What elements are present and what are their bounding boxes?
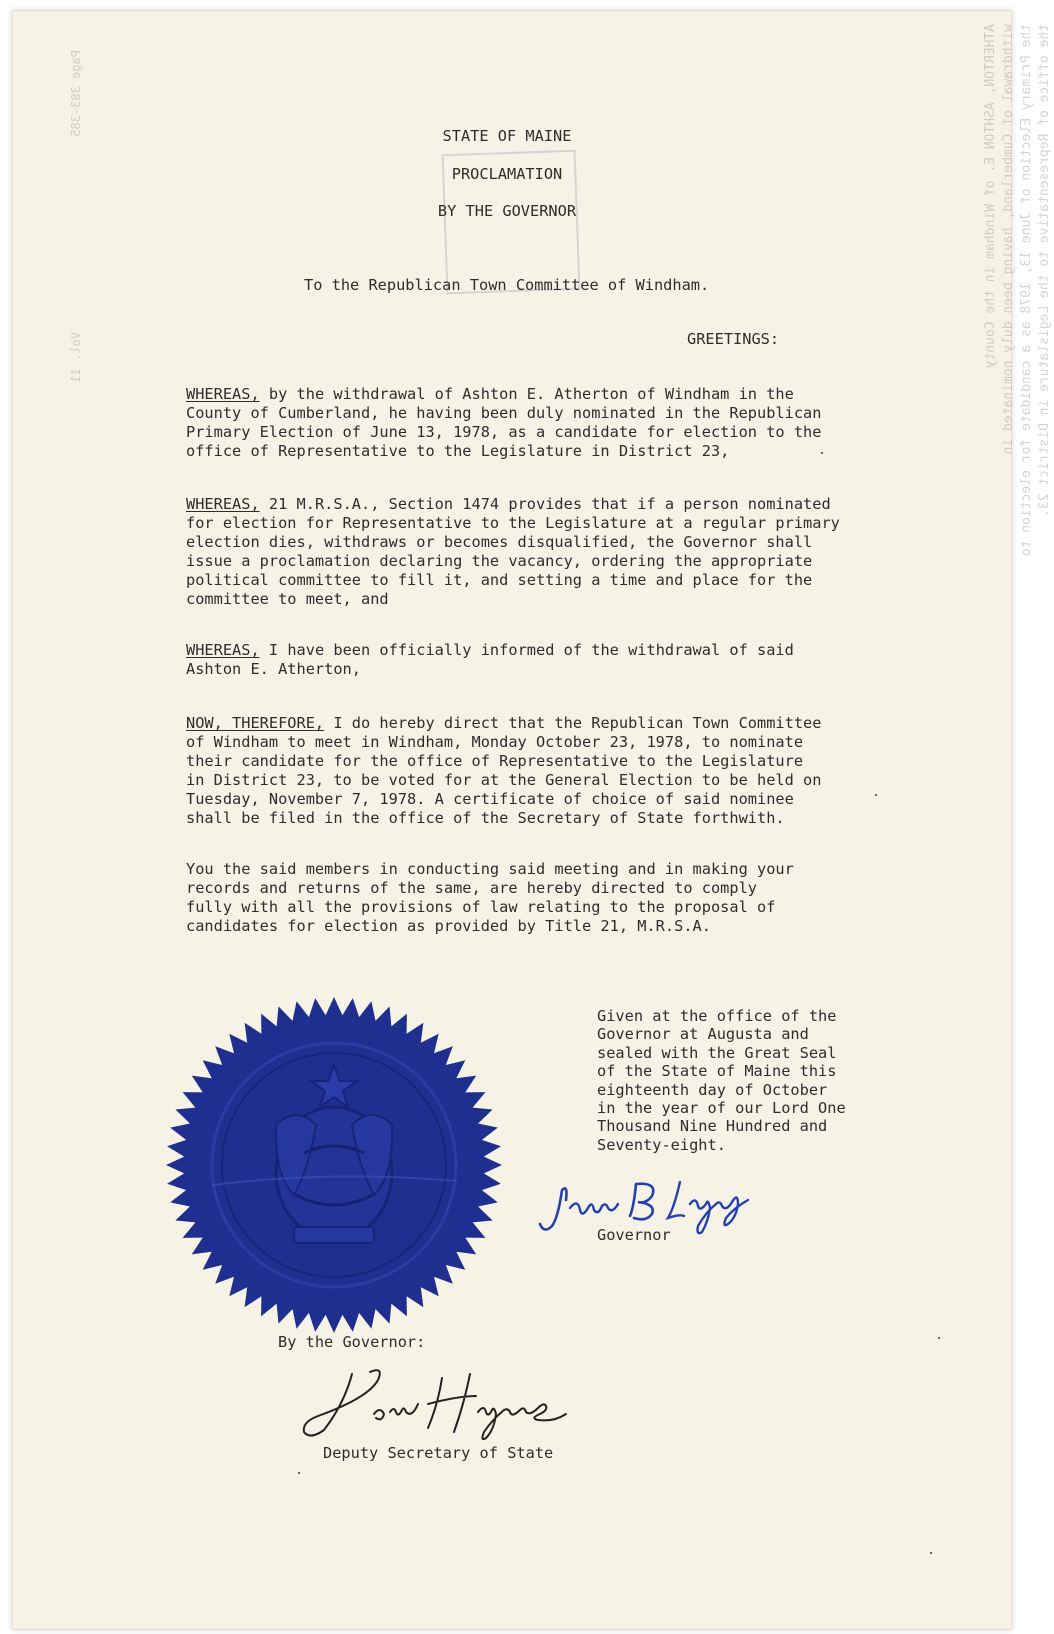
margin-page-text: Page 383-385: [69, 50, 83, 137]
paragraph-line: records and returns of the same, are hereby directed to comply: [186, 879, 757, 897]
given-line: in the year of our Lord One: [597, 1099, 846, 1118]
given-line: Thousand Nine Hundred and: [597, 1117, 828, 1136]
paper-speck: [298, 1472, 300, 1474]
header-issuer: BY THE GOVERNOR: [437, 202, 577, 220]
proclamation-page: [12, 10, 1052, 1630]
header-state: STATE OF MAINE: [442, 127, 572, 145]
given-line: Seventy-eight.: [597, 1135, 726, 1154]
show-through-line: ATHERTON, ASHTON E. of Windham in the County: [983, 24, 998, 369]
paragraph-line: I have been officially informed of the withdrawal of said: [268, 641, 794, 659]
paragraph-line: issue a proclamation declaring the vacancy, ordering the appropriate: [186, 552, 813, 570]
paragraph-line: office of Representative to the Legislature in District 23,: [186, 442, 730, 460]
paragraph-line: You the said members in conducting said meeting and in making your: [186, 860, 794, 878]
paragraph-line: 21 M.R.S.A., Section 1474 provides that if a person nominated: [268, 495, 831, 513]
show-through-line: the office of Representative to the Legislature in District 23.: [1037, 24, 1052, 518]
paragraph-line: election dies, withdraws or becomes disqualified, the Governor shall: [186, 533, 813, 551]
paragraph-line: for election for Representative to the Legislature at a regular primary: [186, 514, 840, 532]
given-line: Governor at Augusta and: [597, 1025, 809, 1044]
paper-speck: [930, 1552, 932, 1554]
show-through-text: [982, 24, 1054, 556]
paper-speck: [875, 794, 877, 796]
by-the-governor: By the Governor:: [278, 1333, 426, 1351]
paragraph-line: Ashton E. Atherton,: [186, 660, 361, 678]
paragraph-line: shall be filed in the office of the Secretary of State forthwith.: [186, 809, 785, 827]
show-through-line: the Primary Election of June 13, 1978 as a candidate for election to: [1019, 24, 1034, 557]
paragraph-line: Primary Election of June 13, 1978, as a candidate for election to the: [186, 423, 822, 441]
greeting: GREETINGS:: [687, 330, 780, 348]
paper-speck: [821, 452, 823, 454]
paragraph-line: Tuesday, November 7, 1978. A certificate of choice of said nominee: [186, 790, 794, 808]
deputy-signature: [302, 1368, 562, 1448]
whereas-paragraph-2: [186, 495, 840, 609]
show-through-line: withdrawal of Cumberland, having been duly nominated in: [1001, 24, 1016, 455]
paragraph-lead: WHEREAS,: [186, 641, 260, 659]
addressee: To the Republican Town Committee of Windham.: [304, 276, 710, 294]
paragraph-lead: WHEREAS,: [186, 495, 260, 513]
great-seal: [164, 995, 504, 1335]
header-doc-type: PROCLAMATION: [451, 165, 563, 183]
paragraph-line: their candidate for the office of Representative to the Legislature: [186, 752, 804, 770]
margin-page-mark: [67, 50, 85, 137]
whereas-paragraph-1: [186, 385, 821, 461]
given-line: eighteenth day of October: [597, 1080, 828, 1099]
now-therefore-paragraph: [186, 714, 821, 828]
margin-volume-mark: [67, 332, 85, 383]
paragraph-line: committee to meet, and: [186, 590, 389, 608]
paragraph-lead: WHEREAS,: [186, 385, 260, 403]
paragraph-line: fully with all the provisions of law relating to the proposal of: [186, 898, 776, 916]
margin-volume-text: Vol. 11: [69, 332, 83, 383]
given-line: of the State of Maine this: [597, 1062, 837, 1081]
paragraph-line: of Windham to meet in Windham, Monday October 23, 1978, to nominate: [186, 733, 804, 751]
paper-speck: [938, 1337, 940, 1339]
paragraph-lead: NOW, THEREFORE,: [186, 714, 325, 732]
given-at-block: [597, 1007, 846, 1154]
governor-title: Governor: [597, 1226, 671, 1244]
paragraph-line: political committee to fill it, and setting a time and place for the: [186, 571, 813, 589]
given-line: sealed with the Great Seal: [597, 1043, 837, 1062]
paragraph-line: County of Cumberland, he having been duly nominated in the Republican: [186, 404, 822, 422]
paragraph-line: candidates for election as provided by Title 21, M.R.S.A.: [186, 917, 711, 935]
whereas-paragraph-3: [186, 641, 794, 679]
paragraph-line: by the withdrawal of Ashton E. Atherton of Windham in the: [268, 385, 794, 403]
given-line: Given at the office of the: [597, 1007, 837, 1025]
deputy-title: Deputy Secretary of State: [323, 1444, 554, 1462]
paragraph-line: in District 23, to be voted for at the General Election to be held on: [186, 771, 822, 789]
directive-paragraph: [186, 860, 794, 936]
paragraph-line: I do hereby direct that the Republican Town Committee: [333, 714, 822, 732]
